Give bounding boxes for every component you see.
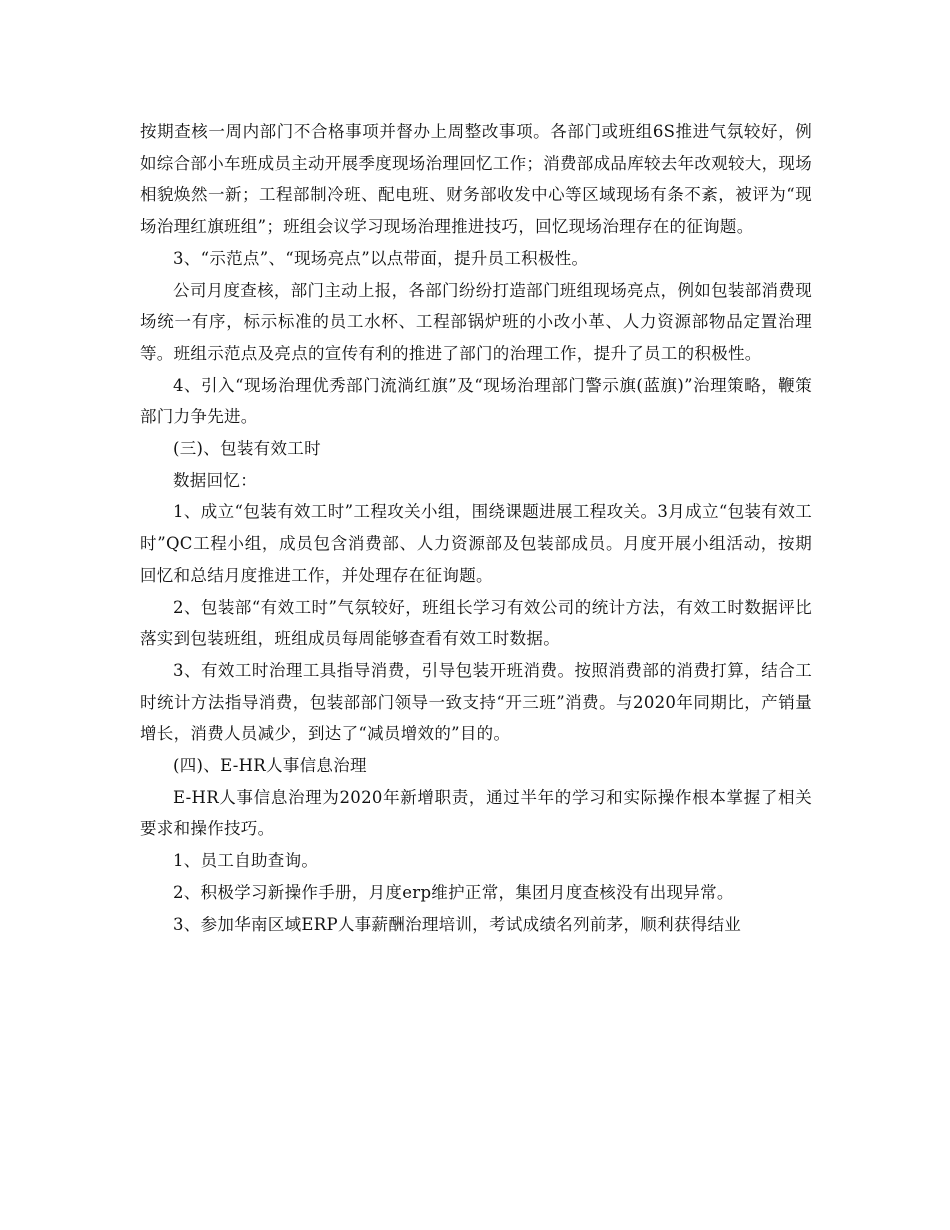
paragraph: 3、参加华南区域ERP人事薪酬治理培训，考试成绩名列前茅，顺利获得结业 xyxy=(173,914,742,934)
paragraph: E-HR人事信息治理为2020年新增职责，通过半年的学习和实际操作根本掌握了相关要求和操作技巧。 xyxy=(140,787,812,839)
paragraph: 4、引入“现场治理优秀部门流淌红旗”及“现场治理部门警示旗(蓝旗)”治理策略，鞭策部门力争先进。 xyxy=(140,375,812,427)
section-heading: (四)、E-HR人事信息治理 xyxy=(173,756,367,776)
paragraph: 2、包装部“有效工时”气氛较好，班组长学习有效公司的统计方法，有效工时数据评比落实到包装班组，班组成员每周能够查看有效工时数据。 xyxy=(140,597,812,649)
paragraph: 1、成立“包装有效工时”工程攻关小组，围绕课题进展工程攻关。3月成立“包装有效工时”QC工程小组，成员包含消费部、人力资源部及包装部成员。月度开展小组活动，按期回忆和总结月度推进工作，并处理存在征询题。 xyxy=(140,502,812,585)
paragraph: 按期查核一周内部门不合格事项并督办上周整改事项。各部门或班组6S推进气氛较好，例如综合部小车班成员主动开展季度现场治理回忆工作；消费部成品库较去年改观较大，现场相貌焕然一新；工程部制冷班、配电班、财务部收发中心等区域现场有条不紊，被评为“现场治理红旗班组”；班组会议学习现场治理推进技巧，回忆现场治理存在的征询题。 xyxy=(140,122,812,237)
paragraph: 1、员工自助查询。 xyxy=(173,851,319,871)
paragraph: 3、“示范点”、“现场亮点”以点带面，提升员工积极性。 xyxy=(173,248,589,268)
paragraph: 数据回忆： xyxy=(173,470,257,490)
document-page xyxy=(140,116,812,940)
paragraph: 公司月度查核，部门主动上报，各部门纷纷打造部门班组现场亮点，例如包装部消费现场统一有序，标示标准的员工水杯、工程部锅炉班的小改小革、人力资源部物品定置治理等。班组示范点及亮点的宣传有利的推进了部门的治理工作，提升了员工的积极性。 xyxy=(140,280,812,363)
paragraph: 3、有效工时治理工具指导消费，引导包装开班消费。按照消费部的消费打算，结合工时统计方法指导消费，包装部部门领导一致支持“开三班”消费。与2020年同期比，产销量增长，消费人员减少，到达了“减员增效的”目的。 xyxy=(140,660,812,744)
paragraph: 2、积极学习新操作手册，月度erp维护正常，集团月度查核没有出现异常。 xyxy=(173,882,734,902)
section-heading: (三)、包装有效工时 xyxy=(173,439,321,459)
